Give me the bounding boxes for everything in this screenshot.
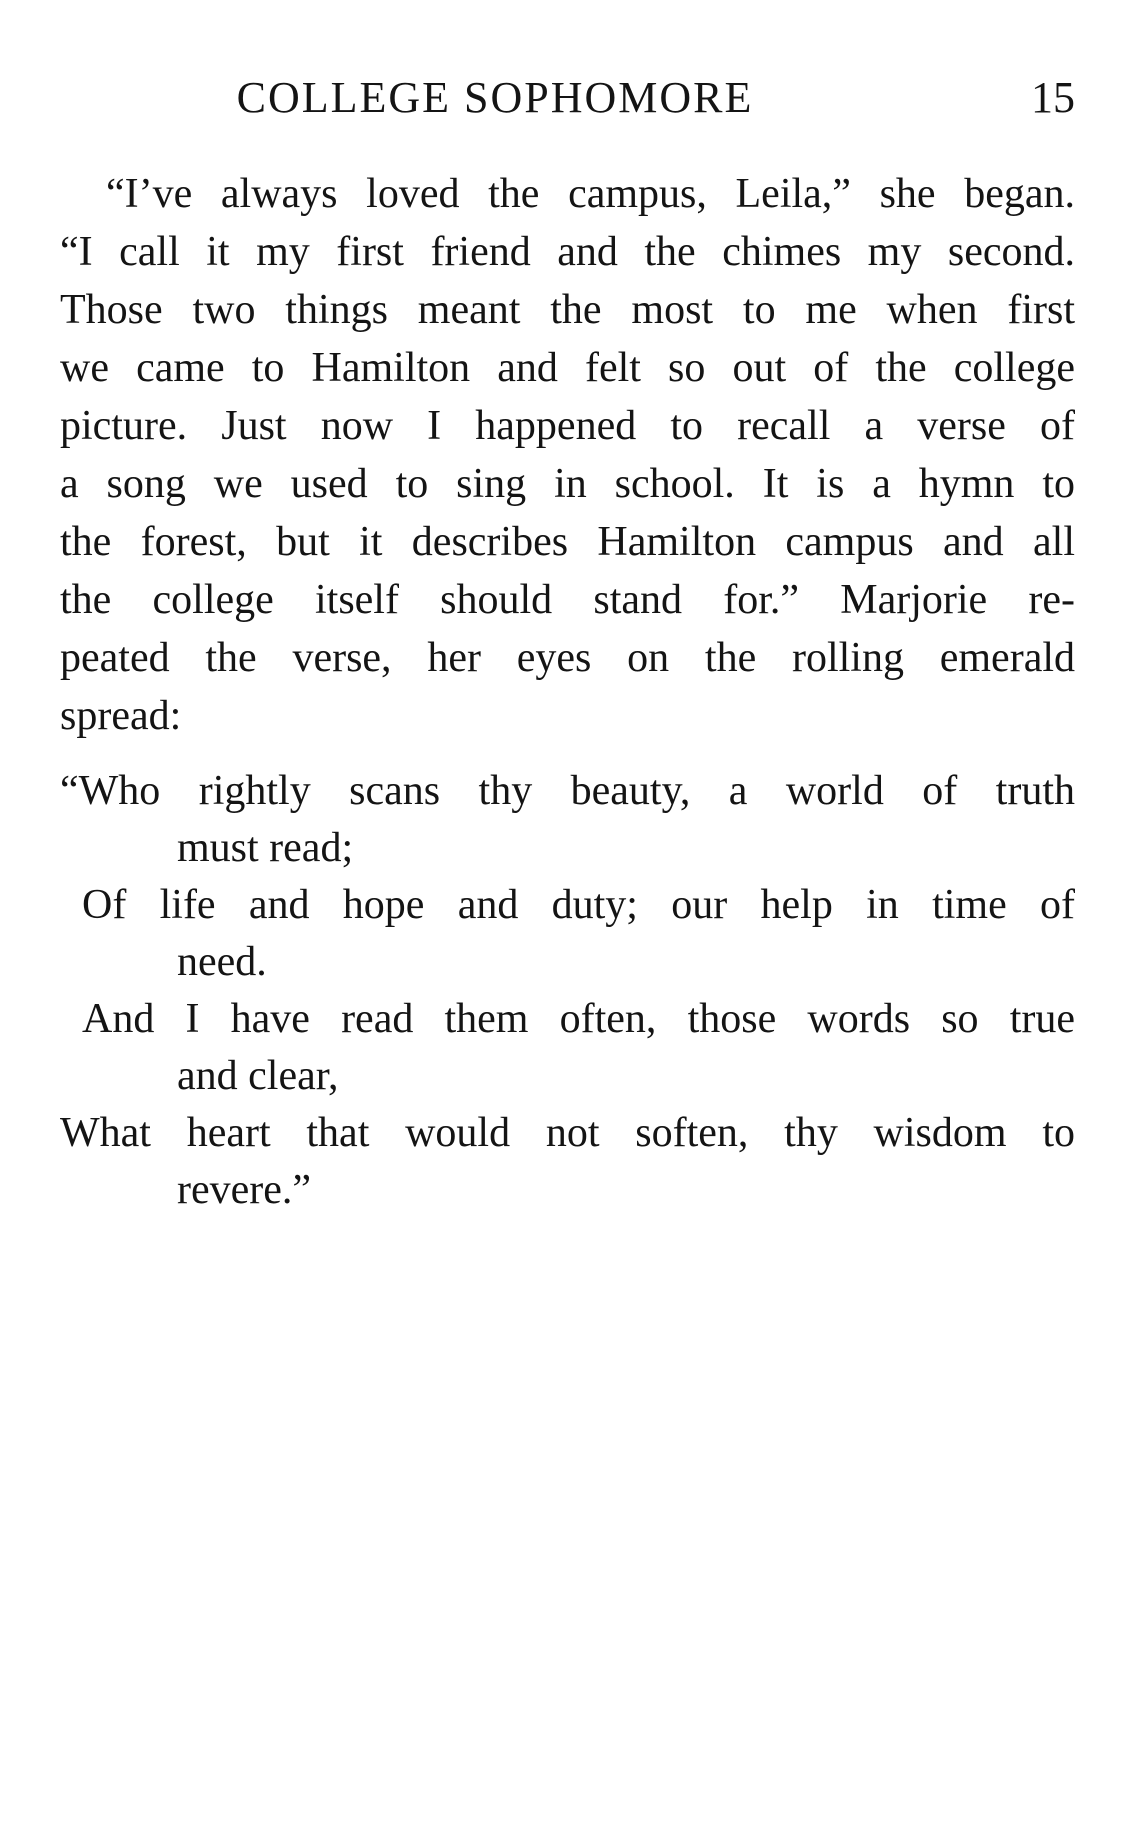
text-line: the forest, but it describes Hamilton campus and all <box>60 519 1075 565</box>
verse-line-continuation: and clear, <box>177 1053 339 1099</box>
text-line: picture. Just now I happened to recall a verse of <box>60 403 1075 449</box>
text-line: the college itself should stand for.” Marjorie re- <box>60 577 1075 623</box>
verse-line-continuation: need. <box>177 939 267 985</box>
verse-line: Of life and hope and duty; our help in time of <box>82 882 1075 928</box>
verse-line: “Who rightly scans thy beauty, a world of truth <box>60 768 1075 814</box>
verse-line-continuation: must read; <box>177 825 354 871</box>
page-number: 15 <box>1031 73 1075 122</box>
text-line: spread: <box>60 693 182 739</box>
running-head <box>60 68 1075 128</box>
prose-paragraph <box>60 165 1075 745</box>
running-title: COLLEGE SOPHOMORE <box>236 73 754 122</box>
verse-block <box>60 763 1075 1219</box>
text-line: Those two things meant the most to me when first <box>60 287 1075 333</box>
verse-line: And I have read them often, those words so true <box>82 996 1075 1042</box>
verse-line: What heart that would not soften, thy wisdom to <box>60 1110 1075 1156</box>
text-line: we came to Hamilton and felt so out of the college <box>60 345 1075 391</box>
text-line: peated the verse, her eyes on the rolling emerald <box>60 635 1075 681</box>
text-line: “I’ve always loved the campus, Leila,” she began. <box>106 171 1075 217</box>
verse-line-continuation: revere.” <box>177 1167 312 1213</box>
text-line: “I call it my first friend and the chimes my second. <box>60 229 1075 275</box>
text-line: a song we used to sing in school. It is a hymn to <box>60 461 1075 507</box>
